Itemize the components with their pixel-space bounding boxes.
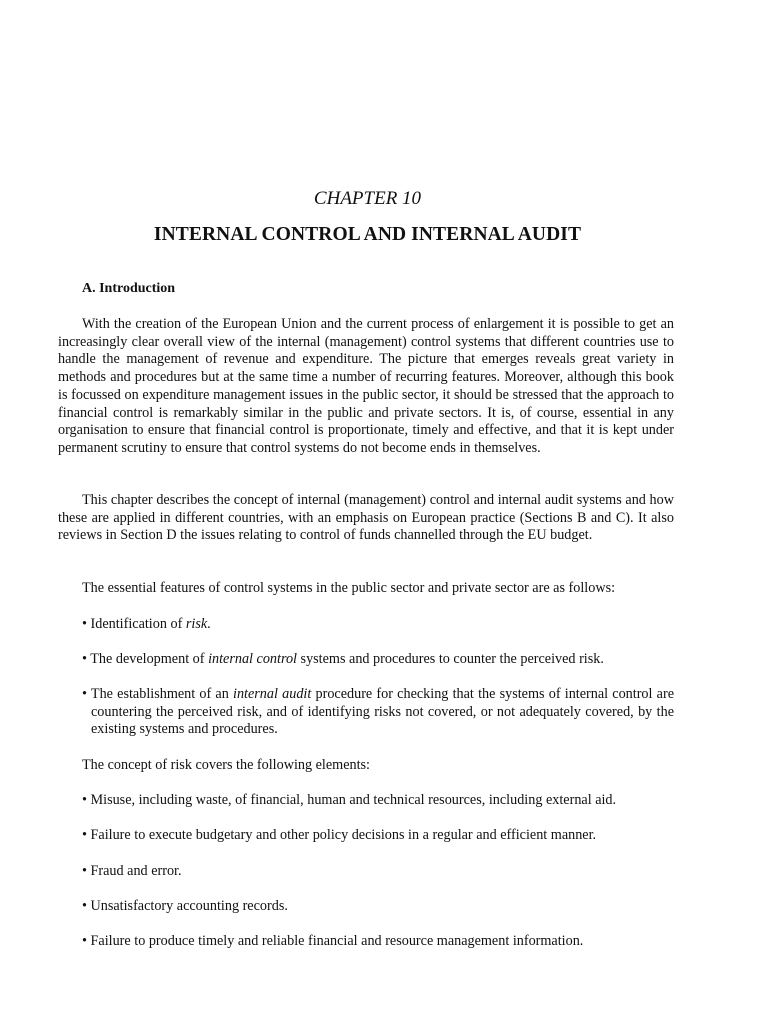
chapter-title: INTERNAL CONTROL AND INTERNAL AUDIT <box>153 224 582 245</box>
risk-intro-paragraph <box>58 757 674 775</box>
bullet-text: • Failure to produce timely and reliable financial and resource management information. <box>82 933 584 949</box>
section-heading: A. Introduction <box>82 281 176 296</box>
feature-bullet-risk <box>82 616 674 634</box>
paragraph-text: This chapter describes the concept of internal (management) control and internal audit systems and how these are applied in different countries, with an emphasis on European practice (Sections B and C). It also reviews in Section D the issues relating to control of funds channelled through the EU budget. <box>58 492 674 544</box>
bullet-pre: • The establishment of an <box>82 686 234 702</box>
risk-bullet-accounting <box>82 898 674 916</box>
intro-paragraph-1 <box>58 316 674 458</box>
bullet-text: • Misuse, including waste, of financial, human and technical resources, including external aid. <box>82 792 617 808</box>
bullet-emphasis: internal audit <box>233 686 312 702</box>
bullet-emphasis: internal control <box>208 651 297 667</box>
bullet-text <box>82 686 674 739</box>
feature-bullet-internal-audit <box>82 686 674 739</box>
bullet-text: • Unsatisfactory accounting records. <box>82 898 288 914</box>
bullet-text <box>82 651 674 669</box>
bullet-text <box>82 616 674 634</box>
risk-bullet-misuse <box>82 792 674 810</box>
paragraph-text: With the creation of the European Union and the current process of enlargement it is possible to get an increasingly clear overall view of the internal (management) control systems that different countries use to handle the management of revenue and expenditure. The picture that emerges reveals great variety in methods and procedures but at the same time a number of recurring features. Moreover, although this book is focussed on expenditure management issues in the public sector, it should be stressed that the approach to financial control is remarkably similar in the public and private sectors. It is, of course, essential in any organisation to ensure that financial control is proportionate, timely and effective, and that it is kept under permanent scrutiny to ensure that control systems do not become ends in themselves. <box>58 316 674 456</box>
risk-bullet-fraud <box>82 863 674 881</box>
bullet-pre: • The development of <box>82 651 209 667</box>
bullet-text: • Fraud and error. <box>82 863 182 879</box>
bullet-post: systems and procedures to counter the perceived risk. <box>297 651 604 667</box>
risk-bullet-failure-execute <box>82 827 674 845</box>
risk-bullet-information <box>82 933 674 951</box>
bullet-post: procedure for checking that the systems of internal control are countering the perceived risk, and of identifying risks not covered, or not adequately covered, by the existing systems and procedures. <box>91 686 674 738</box>
bullet-emphasis: risk <box>185 616 208 632</box>
chapter-label: CHAPTER 10 <box>313 188 422 209</box>
bullet-post: . <box>207 616 211 632</box>
paragraph-text: The essential features of control systems in the public sector and private sector are as follows: <box>82 580 616 596</box>
paragraph-text: The concept of risk covers the following elements: <box>82 757 370 773</box>
feature-bullet-internal-control <box>82 651 674 669</box>
intro-paragraph-2 <box>58 492 674 545</box>
bullet-pre: • Identification of <box>82 616 186 632</box>
bullet-text: • Failure to execute budgetary and other policy decisions in a regular and efficient manner. <box>82 827 597 843</box>
intro-paragraph-3 <box>58 580 674 598</box>
